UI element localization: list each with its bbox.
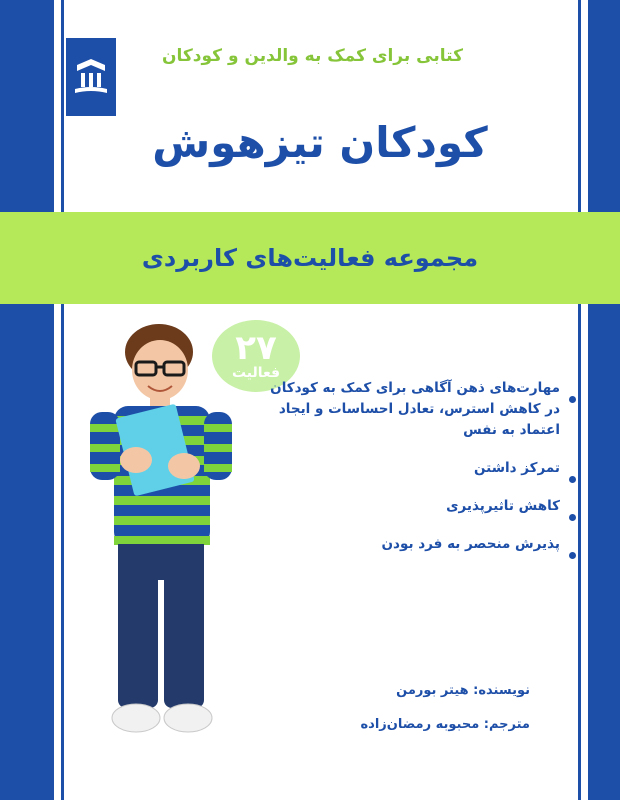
feature-text: تمرکز داشتن xyxy=(474,460,560,476)
publisher-logo xyxy=(66,38,116,116)
badge-number: ۲۷ xyxy=(235,328,277,368)
bullet-dot-icon xyxy=(569,396,576,403)
bullet-dot-icon xyxy=(569,552,576,559)
feature-text: مهارت‌های ذهن آگاهی برای کمک به کودکان در کاهش استرس، تعادل احساسات و ایجاد اعتماد به نفس xyxy=(270,380,560,438)
feature-list xyxy=(260,378,580,572)
book-icon xyxy=(73,57,109,97)
bullet-dot-icon xyxy=(569,476,576,483)
feature-item xyxy=(260,378,580,441)
left-blue-band xyxy=(0,0,54,800)
feature-item xyxy=(260,534,580,555)
series-title: مجموعه فعالیت‌های کاربردی xyxy=(141,244,479,272)
cover-subtitle: کتابی برای کمک به والدین و کودکان xyxy=(162,46,463,66)
badge-label: فعالیت xyxy=(231,365,281,381)
feature-text: پذیرش منحصر به فرد بودن xyxy=(381,536,560,552)
left-thin-stripe xyxy=(61,0,64,800)
feature-item xyxy=(260,458,580,479)
green-title-band xyxy=(0,212,620,304)
author-credit: نویسنده: هیتر بورمن xyxy=(396,683,530,698)
translator-credit: مترجم: محبوبه رمضان‌زاده xyxy=(360,717,530,732)
child-photo xyxy=(84,320,234,750)
bullet-dot-icon xyxy=(569,514,576,521)
right-blue-band xyxy=(588,0,620,800)
feature-text: کاهش تاثیرپذیری xyxy=(446,498,560,514)
feature-item xyxy=(260,496,580,517)
book-title: کودکان تیزهوش xyxy=(152,118,488,167)
